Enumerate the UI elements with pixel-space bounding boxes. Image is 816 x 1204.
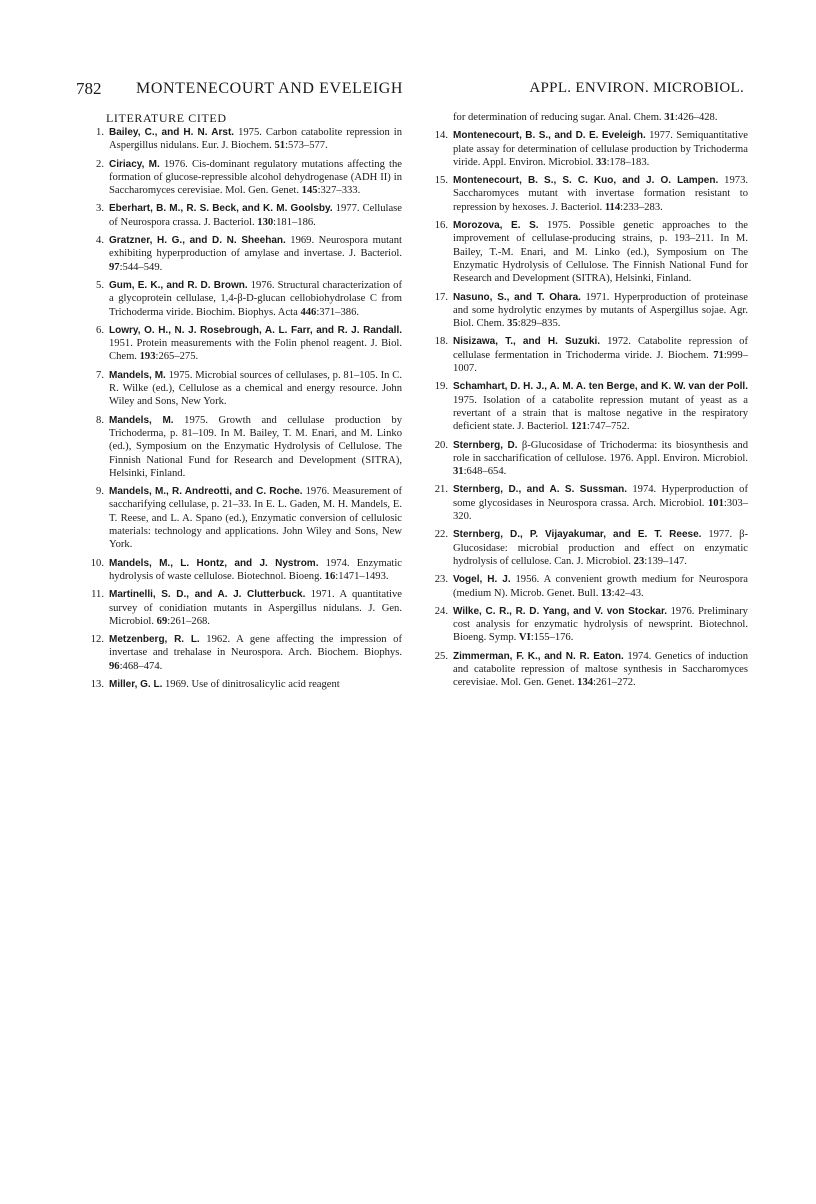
reference-item <box>426 573 748 600</box>
reference-volume: 96 <box>109 660 120 672</box>
reference-pages: :468–474. <box>119 660 163 672</box>
reference-number: 14 . <box>426 129 448 142</box>
reference-text: 1962. A gene affecting the impression of invertase and trehalase in Neurospora. Arch. Biochem. Biophys. <box>109 634 402 659</box>
reference-volume: 33 <box>596 156 607 168</box>
reference-volume: 130 <box>257 216 274 228</box>
reference-item <box>426 335 748 375</box>
reference-text: 1976. Measurement of saccharifying cellulase, p. 21–33. In E. L. Gaden, M. H. Mandels, E. T. Reese, and L. A. Spano (ed.), Enzymatic conversion of cellulosic materials: technology and applications. John Wiley and Sons, New York. <box>109 486 402 551</box>
reference-authors: Mandels, M., L. Hontz, and J. Nystrom. <box>109 557 319 569</box>
reference-authors: Lowry, O. H., N. J. Rosebrough, A. L. Farr, and R. J. Randall. <box>109 324 402 336</box>
reference-text: 1971. Hyperproduction of proteinase and some hydrolytic enzymes by mutants of Aspergillus sojae. Agr. Biol. Chem. <box>453 291 748 330</box>
reference-pages: :139–147. <box>644 555 687 567</box>
reference-item <box>82 202 402 229</box>
reference-number: 5 . <box>82 279 104 292</box>
reference-item <box>82 557 402 584</box>
reference-number: 20 . <box>426 439 448 452</box>
reference-number: 22 . <box>426 528 448 541</box>
reference-number: 3 . <box>82 202 104 215</box>
reference-item <box>82 324 402 364</box>
reference-text: 1977. β-Glucosidase: microbial production and effect on enzymatic hydrolysis of cellulose. Can. J. Microbiol. <box>453 529 748 567</box>
reference-volume: 145 <box>301 185 318 197</box>
reference-number: 4 . <box>82 234 104 247</box>
reference-pages: :829–835. <box>517 318 561 330</box>
journal-name: APPL. ENVIRON. MICROBIOL. <box>529 80 744 96</box>
running-title: MONTENECOURT AND EVELEIGH <box>136 80 404 97</box>
reference-authors: Sternberg, D. <box>453 439 518 451</box>
reference-text: 1974. Genetics of induction and catabolite repression of maltose synthesis in Saccharomyces cerevisiae. Mol. Gen. Genet. <box>453 650 748 689</box>
reference-authors: Metzenberg, R. L. <box>109 634 200 646</box>
reference-text: 1956. A convenient growth medium for Neurospora (medium N). Microb. Genet. Bull. <box>453 574 748 599</box>
reference-text: 1975. Growth and cellulase production by Trichoderma, p. 81–109. In M. Bailey, T. M. Enari, and M. Linko (ed.), Symposium on the Enzymatic Hydrolysis of Cellulose. The Finnish National Fund for Research and Development (SITRA), Helsinki, Finland. <box>109 414 402 479</box>
reference-pages: :648–654. <box>463 466 507 478</box>
reference-volume: 121 <box>570 421 587 433</box>
reference-text: 1974. Enzymatic hydrolysis of waste cellulose. Biotechnol. Bioeng. <box>109 557 402 582</box>
reference-number: 9 . <box>82 485 104 498</box>
reference-text: 1975. Carbon catabolite repression in Aspergillus nidulans. Eur. J. Biochem. <box>109 127 403 152</box>
reference-13-continuation: for determination of reducing sugar. Anal. Chem. 31:426–428. <box>453 112 718 123</box>
reference-text: 1951. Protein measurements with the Folin phenol reagent. J. Biol. Chem. <box>109 338 402 363</box>
reference-number: 25 . <box>426 650 448 663</box>
reference-volume: 71 <box>713 349 724 361</box>
reference-item <box>426 380 748 433</box>
reference-authors: Montenecourt, B. S., and D. E. Eveleigh. <box>453 130 646 142</box>
reference-pages: :327–333. <box>317 185 361 197</box>
reference-text: 1971. A quantitative survey of conidiation mutants in Aspergillus nidulans. J. Gen. Microbiol. <box>109 589 402 627</box>
reference-volume: 101 <box>707 497 724 509</box>
reference-pages: :1471–1493. <box>335 570 389 582</box>
reference-authors: Wilke, C. R., R. D. Yang, and V. von Stockar. <box>453 605 668 617</box>
reference-text: 1969. Neurospora mutant exhibiting hyperproduction of amylase and invertase. J. Bacteriol. <box>109 235 402 260</box>
reference-volume: 114 <box>604 201 621 213</box>
reference-text: β-Glucosidase of Trichoderma: its biosynthesis and role in saccharification of cellulose. 1976. Appl. Environ. Microbiol. <box>453 439 749 464</box>
reference-authors: Gratzner, H. G., and D. N. Sheehan. <box>109 235 286 247</box>
reference-volume: 134 <box>577 677 594 689</box>
reference-authors: Gum, E. K., and R. D. Brown. <box>109 279 248 291</box>
reference-number: 11 . <box>82 588 104 601</box>
reference-text: 1977. Semiquantitative plate assay for determination of cellulase production by Trichoderma viride. Appl. Environ. Microbiol. <box>453 130 749 168</box>
reference-authors: Ciriacy, M. <box>109 158 160 170</box>
reference-text: 1976. Structural characterization of a glycoprotein cellulase, 1,4-β-D-glucan cellobiohydrolase C from Trichoderma viride. Biochim. Biophys. Acta <box>109 279 402 318</box>
reference-authors: Miller, G. L. <box>109 678 163 690</box>
reference-authors: Nisizawa, T., and H. Suzuki. <box>453 336 601 348</box>
reference-item <box>82 126 402 153</box>
reference-authors: Montenecourt, B. S., S. C. Kuo, and J. O. Lampen. <box>453 175 719 187</box>
reference-pages: :303–320. <box>453 497 748 523</box>
reference-text: 1976. Cis-dominant regulatory mutations affecting the formation of glucose-repressible alcohol dehydrogenase (ADH II) in Saccharomyces cerevisiae. Mol. Gen. Genet. <box>109 158 402 197</box>
reference-column-right <box>426 111 748 695</box>
section-title: LITERATURE CITED <box>106 111 227 125</box>
reference-pages: :42–43. <box>611 587 644 599</box>
reference-authors: Mandels, M. <box>109 369 166 381</box>
reference-pages: :371–386. <box>316 306 360 318</box>
reference-volume: 16 <box>324 570 336 582</box>
reference-volume: 13 <box>601 587 612 599</box>
reference-item <box>82 234 402 274</box>
reference-number: 17 . <box>426 291 448 304</box>
reference-authors: Nasuno, S., and T. Ohara. <box>453 291 581 303</box>
reference-item <box>82 158 402 198</box>
reference-number: 16 . <box>426 219 448 232</box>
reference-volume: 446 <box>300 306 317 318</box>
reference-authors: Eberhart, B. M., R. S. Beck, and K. M. Goolsby. <box>109 203 333 215</box>
reference-volume: 35 <box>507 318 518 330</box>
reference-authors: Schamhart, D. H. J., A. M. A. ten Berge, and K. W. van der Poll. <box>453 381 748 393</box>
reference-pages: :155–176. <box>530 632 574 644</box>
reference-authors: Martinelli, S. D., and A. J. Clutterbuck. <box>109 589 306 601</box>
reference-number: 8 . <box>82 414 104 427</box>
reference-number: 10 . <box>82 557 104 570</box>
reference-number: 23 . <box>426 573 448 586</box>
reference-pages: :544–549. <box>119 261 163 273</box>
reference-item <box>426 483 748 523</box>
reference-text: 1972. Catabolite repression of cellulase fermentation in Trichoderma viride. J. Biochem. <box>453 336 748 361</box>
reference-text: 1975. Isolation of a catabolite repression mutant of yeast as a revertant of a strain that is maltose negative in the respiratory deficient state. J. Bacteriol. <box>453 394 748 433</box>
reference-number: 13 . <box>82 678 104 691</box>
reference-pages: :999–1007. <box>453 349 748 375</box>
reference-pages: :261–268. <box>167 615 210 627</box>
reference-volume: VI <box>518 632 531 644</box>
reference-pages: :747–752. <box>586 421 630 433</box>
reference-pages: :178–183. <box>606 156 650 168</box>
reference-item <box>82 279 402 319</box>
reference-number: 1 . <box>82 126 104 139</box>
reference-column-left <box>82 126 402 696</box>
reference-pages: :233–283. <box>620 201 663 213</box>
reference-authors: Sternberg, D., and A. S. Sussman. <box>453 484 628 496</box>
reference-item <box>82 414 402 480</box>
reference-pages: :265–275. <box>155 351 199 363</box>
reference-text: 1975. Microbial sources of cellulases, p. 81–105. In C. R. Wilke (ed.), Cellulose as a chemical and energy resource. John Wiley and Sons, New York. <box>109 369 402 408</box>
reference-item <box>426 129 748 169</box>
reference-number: 15 . <box>426 174 448 187</box>
reference-pages: :181–186. <box>273 216 316 228</box>
reference-text: 1975. Possible genetic approaches to the improvement of cellulase-producing strains, p. 193–211. In M. Bailey, T.-M. Enari, and M. Linko (ed.), Symposium on The Enzymatic Hydrolysis of Cellulose. The Finnish National Fund for Research and Development (SITRA), Helsinki, Finland. <box>453 220 748 285</box>
reference-volume: 69 <box>156 615 168 627</box>
reference-authors: Mandels, M. <box>109 414 174 426</box>
reference-number: 2 . <box>82 158 104 171</box>
reference-text: 1974. Hyperproduction of some glycosidases in Neurospora crassa. Arch. Microbiol. <box>453 484 749 509</box>
reference-authors: Morozova, E. S. <box>453 220 539 232</box>
reference-authors: Bailey, C., and H. N. Arst. <box>109 127 235 138</box>
reference-text: 1973. Saccharomyces mutant with invertase formation resistant to repression by hexoses. J. Bacteriol. <box>453 175 749 213</box>
reference-item <box>426 528 748 568</box>
reference-authors: Mandels, M., R. Andreotti, and C. Roche. <box>109 486 303 498</box>
reference-number: 6 . <box>82 324 104 337</box>
reference-item <box>82 485 402 551</box>
reference-volume: 97 <box>109 261 120 273</box>
reference-authors: Vogel, H. J. <box>453 574 511 586</box>
reference-item <box>426 174 748 214</box>
reference-item <box>82 633 402 673</box>
reference-volume: 51 <box>274 140 286 152</box>
reference-volume: 31 <box>453 466 464 478</box>
reference-item <box>82 588 402 628</box>
reference-item <box>426 219 748 285</box>
running-header <box>76 79 744 103</box>
reference-number: 24 . <box>426 605 448 618</box>
reference-number: 12 . <box>82 633 104 646</box>
reference-item <box>426 605 748 645</box>
reference-volume: 193 <box>139 351 156 363</box>
reference-authors: Zimmerman, F. K., and N. R. Eaton. <box>453 650 624 662</box>
reference-pages: :261–272. <box>593 677 636 689</box>
reference-item <box>82 369 402 409</box>
reference-number: 21 . <box>426 483 448 496</box>
reference-volume: 23 <box>633 555 645 567</box>
reference-text: 1969. Use of dinitrosalicylic acid reagent <box>162 678 340 690</box>
reference-number: 19 . <box>426 380 448 393</box>
reference-number: 7 . <box>82 369 104 382</box>
page-number: 782 <box>76 79 102 98</box>
reference-pages: :573–577. <box>285 140 328 152</box>
reference-text: 1976. Preliminary cost analysis for enzymatic hydrolysis of newsprint. Biotechnol. Bioeng. Symp. <box>453 605 748 644</box>
reference-item <box>82 678 402 691</box>
reference-authors: Sternberg, D., P. Vijayakumar, and E. T. Reese. <box>453 529 702 541</box>
reference-item <box>426 291 748 331</box>
reference-number: 18 . <box>426 335 448 348</box>
reference-text: 1977. Cellulase of Neurospora crassa. J. Bacteriol. <box>109 203 402 228</box>
reference-item <box>426 439 748 479</box>
reference-item <box>426 650 748 690</box>
